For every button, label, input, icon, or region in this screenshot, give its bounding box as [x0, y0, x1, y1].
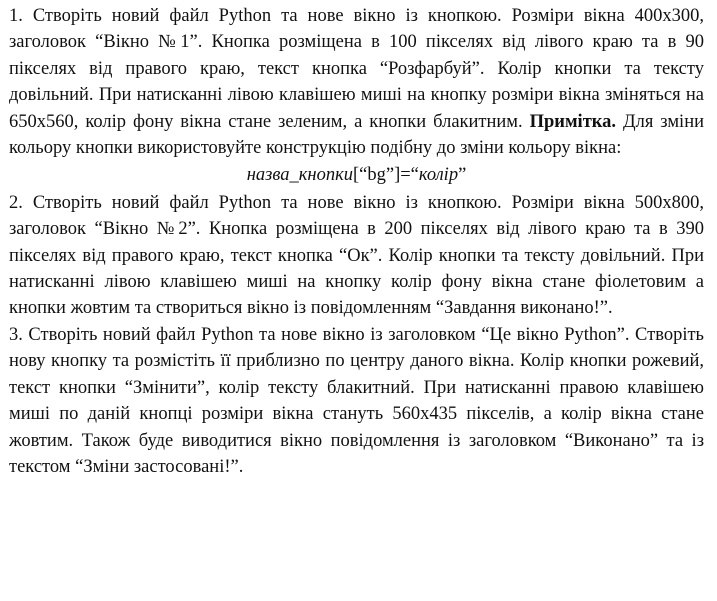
- task-1-note-label: Примітка.: [529, 111, 617, 132]
- formula-name: назва_кнопки: [246, 165, 353, 186]
- task-1-paragraph: [9, 3, 704, 161]
- formula-end: ”: [458, 165, 467, 186]
- task-2-paragraph: 2. Створіть новий файл Python та нове вікно із кнопкою. Розміри вікна 500x800, заголовок “Вікно №2”. Кнопка розміщена в 200 пікселях від лівого краю та в 390 пікселях від правого краю, текст кнопка “Ок”. Колір кнопки та тексту довільний. При натисканні лівою клавішею миші на кнопку колір фону вікна стане фіолетовим а кнопки жовтим та створиться вікно із повідомленням “Завдання виконано!”.: [9, 192, 704, 319]
- task-3-paragraph: 3. Створіть новий файл Python та нове вікно із заголовком “Це вікно Python”. Створіть нову кнопку та розмістіть її приблизно по центру даного вікна. Колір кнопки рожевий, текст кнопки “Змінити”, колір тексту блакитний. При натисканні правою клавішею миші по даній кнопці розміри вікна стануть 560x435 пікселів, а колір вікна стане жовтим. Також буде виводитися вікно повідомлення із заголовком “Виконано” та із текстом “Зміни застосовані!”.: [9, 324, 704, 477]
- formula-line: [9, 162, 704, 188]
- formula-value: колір: [418, 165, 459, 186]
- formula-middle: [“bg”]=“: [352, 165, 419, 186]
- task-1-note-text: Для зміни кольору кнопки використовуйте конструкцію подібну до зміни кольору вікна:: [9, 111, 704, 159]
- task-1-text: 1. Створіть новий файл Python та нове вікно із кнопкою. Розміри вікна 400x300, заголовок “Вікно №1”. Кнопка розміщена в 100 пікселях від лівого краю та в 90 пікселях від правого краю, текст кнопка “Розфарбуй”. Колір кнопки та тексту довільний. При натисканні лівою клавішею миші на кнопку розміри вікна зміняться на 650x560, колір фону вікна стане зеленим, а кнопки блакитним.: [9, 6, 704, 132]
